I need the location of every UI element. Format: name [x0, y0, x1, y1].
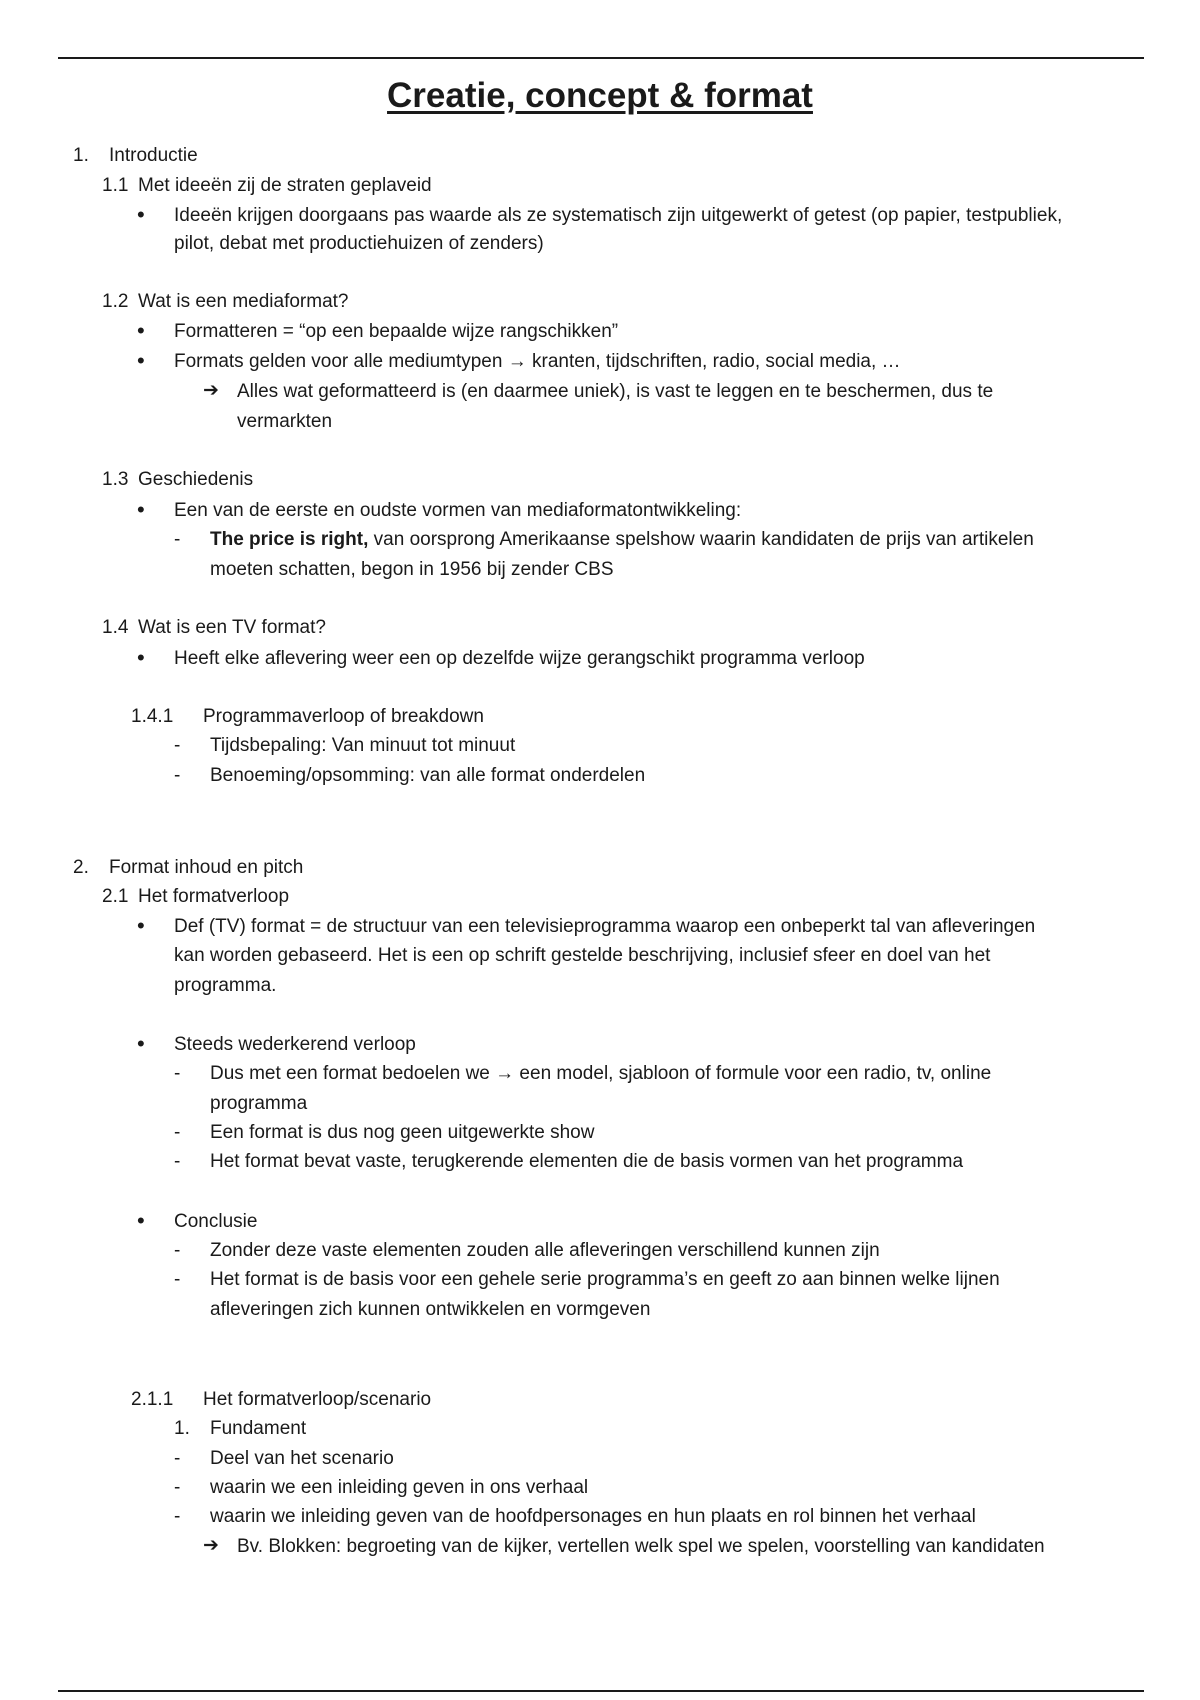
dash-icon: - [174, 1122, 181, 1143]
dash-icon: - [174, 1448, 181, 1469]
dash-icon: - [174, 765, 181, 786]
item-number: 1. [174, 1418, 190, 1439]
dash-text: Tijdsbepaling: Van minuut tot minuut [210, 735, 516, 756]
dash-icon: - [174, 1063, 181, 1084]
subsection-heading: Wat is een mediaformat? [138, 291, 349, 312]
arrow-text: Bv. Blokken: begroeting van de kijker, vertellen welk spel we spelen, voorstelling van kandidaten [237, 1536, 1045, 1557]
subsubsection-heading: Het formatverloop/scenario [203, 1389, 432, 1410]
bullet-text: Een van de eerste en oudste vormen van mediaformatontwikkeling: [174, 500, 742, 521]
bullet-text: Conclusie [174, 1211, 258, 1232]
dash-text: Zonder deze vaste elementen zouden alle afleveringen verschillend kunnen zijn [210, 1240, 880, 1261]
bullet-text: Steeds wederkerend verloop [174, 1034, 416, 1055]
subsubsection-number: 2.1.1 [131, 1389, 174, 1410]
section-heading: Format inhoud en pitch [109, 857, 304, 878]
bullet-icon: • [137, 318, 145, 343]
bullet-text: Formatteren = “op een bepaalde wijze rangschikken” [174, 321, 619, 342]
subsection-number: 1.1 [102, 175, 129, 196]
bullet-text-continued: pilot, debat met productiehuizen of zenders) [174, 233, 544, 254]
bottom-rule [58, 1690, 1144, 1692]
dash-text: waarin we een inleiding geven in ons verhaal [210, 1477, 589, 1498]
section-heading: Introductie [109, 145, 198, 166]
subsection-heading: Het formatverloop [138, 886, 290, 907]
dash-icon: - [174, 1151, 181, 1172]
bullet-icon: • [137, 645, 145, 670]
page-title: Creatie, concept & format [387, 76, 813, 115]
bullet-icon: • [137, 1031, 145, 1056]
dash-icon: - [174, 1506, 181, 1527]
dash-text: Deel van het scenario [210, 1448, 394, 1469]
bullet-text-continued: kan worden gebaseerd. Het is een op schrift gestelde beschrijving, inclusief sfeer en doel van het [174, 945, 991, 966]
dash-text: Het format is de basis voor een gehele serie programma’s en geeft zo aan binnen welke lijnen [210, 1269, 1000, 1290]
dash-text: Een format is dus nog geen uitgewerkte show [210, 1122, 595, 1143]
dash-text: waarin we inleiding geven van de hoofdpersonages en hun plaats en rol binnen het verhaal [210, 1506, 976, 1527]
subsection-heading: Wat is een TV format? [138, 617, 326, 638]
dash-icon: - [174, 735, 181, 756]
bullet-icon: • [137, 1208, 145, 1233]
subsection-number: 1.3 [102, 469, 129, 490]
arrow-icon: ➔ [203, 1535, 219, 1556]
subsubsection-number: 1.4.1 [131, 706, 174, 727]
dash-text: Dus met een format bedoelen we → een model, sjabloon of formule voor een radio, tv, online [210, 1063, 992, 1084]
item-text: Fundament [210, 1418, 307, 1439]
bullet-text: Def (TV) format = de structuur van een televisieprogramma waarop een onbeperkt tal van afleveringen [174, 916, 1036, 937]
dash-icon: - [174, 529, 181, 550]
section-number: 1. [73, 145, 89, 166]
dash-icon: - [174, 1477, 181, 1498]
dash-text [210, 528, 1034, 552]
subsection-number: 1.4 [102, 617, 129, 638]
top-rule [58, 57, 1144, 59]
dash-text-continued: programma [210, 1093, 308, 1114]
dash-text-continued: afleveringen zich kunnen ontwikkelen en vormgeven [210, 1299, 651, 1320]
bullet-icon: • [137, 497, 145, 522]
arrow-text: Alles wat geformatteerd is (en daarmee uniek), is vast te leggen en te beschermen, dus te [237, 381, 994, 402]
dash-text-continued: moeten schatten, begon in 1956 bij zender CBS [210, 559, 614, 580]
bullet-icon: • [137, 913, 145, 938]
bullet-icon: • [137, 202, 145, 227]
dash-text-rest: van oorsprong Amerikaanse spelshow waarin kandidaten de prijs van artikelen [368, 529, 1034, 550]
dash-icon: - [174, 1269, 181, 1290]
bullet-text: Ideeën krijgen doorgaans pas waarde als ze systematisch zijn uitgewerkt of getest (op papier, testpubliek, [174, 205, 1063, 226]
subsubsection-heading: Programmaverloop of breakdown [203, 706, 484, 727]
dash-icon: - [174, 1240, 181, 1261]
dash-text: Het format bevat vaste, terugkerende elementen die de basis vormen van het programma [210, 1151, 964, 1172]
subsection-heading: Met ideeën zij de straten geplaveid [138, 175, 432, 196]
show-title: The price is right, [210, 529, 369, 550]
bullet-icon: • [137, 348, 145, 373]
subsection-heading: Geschiedenis [138, 469, 254, 490]
subsection-number: 1.2 [102, 291, 129, 312]
bullet-text-continued: programma. [174, 975, 277, 996]
subsection-number: 2.1 [102, 886, 129, 907]
arrow-icon: ➔ [203, 380, 219, 401]
bullet-text: Heeft elke aflevering weer een op dezelfde wijze gerangschikt programma verloop [174, 648, 865, 669]
dash-text: Benoeming/opsomming: van alle format onderdelen [210, 765, 646, 786]
section-number: 2. [73, 857, 89, 878]
arrow-text-continued: vermarkten [237, 411, 333, 432]
bullet-text: Formats gelden voor alle mediumtypen → kranten, tijdschriften, radio, social media, … [174, 351, 901, 372]
